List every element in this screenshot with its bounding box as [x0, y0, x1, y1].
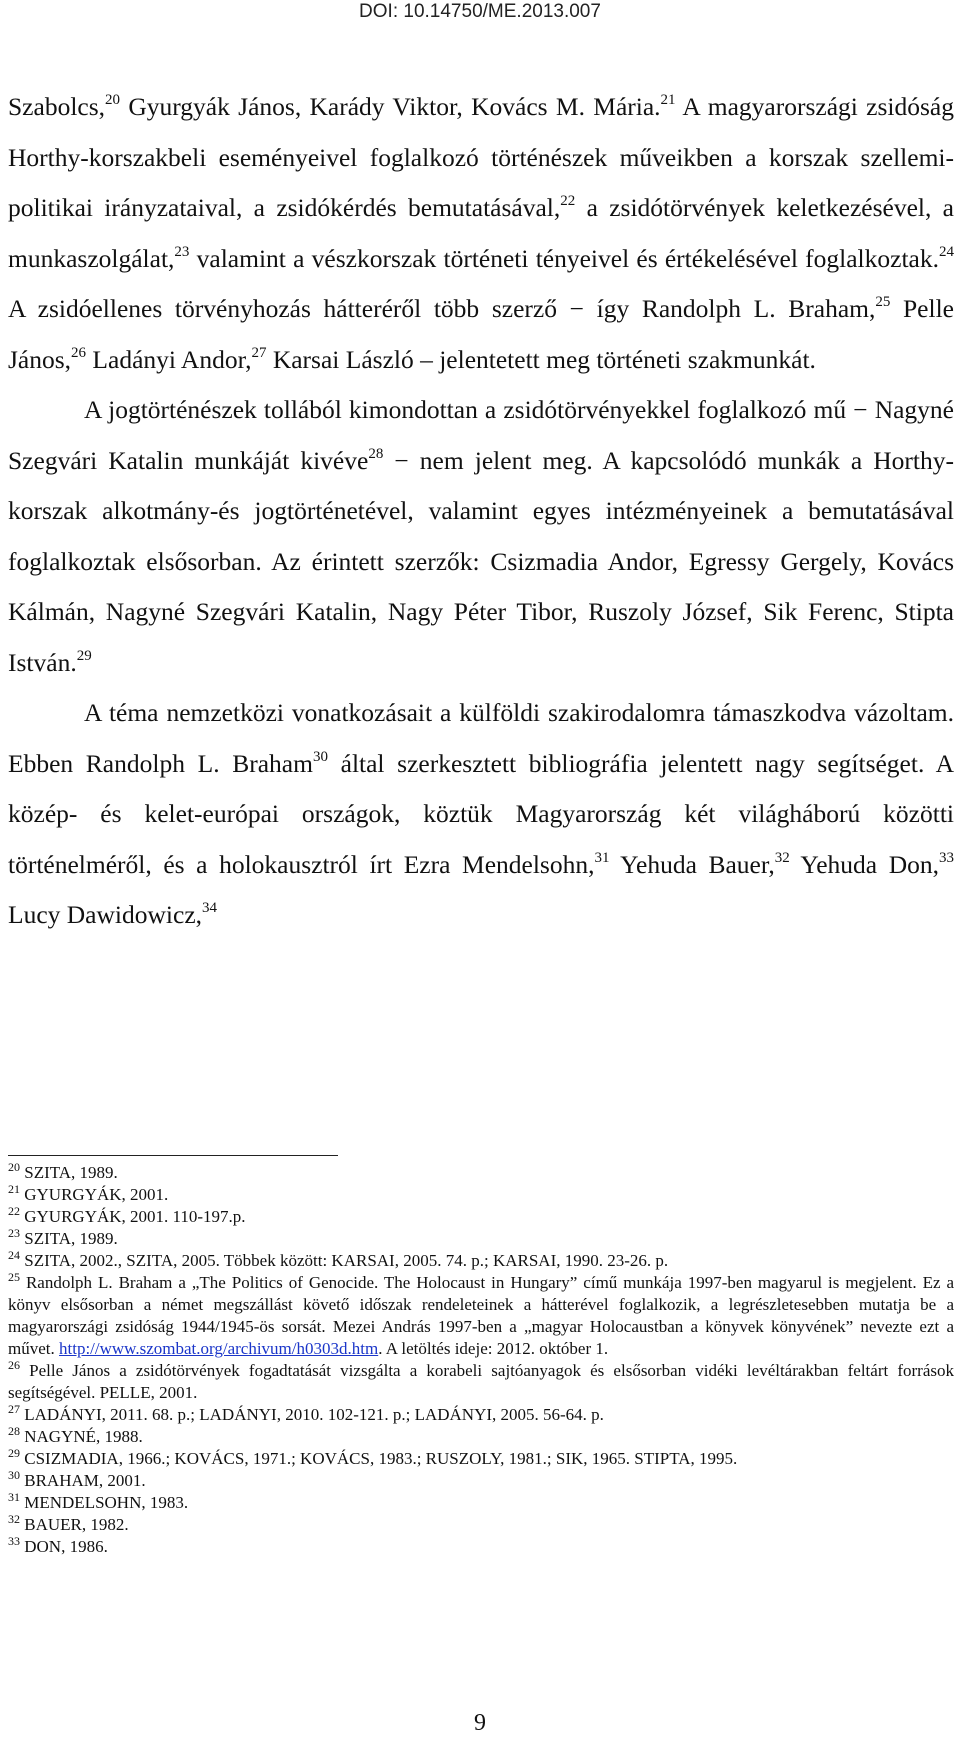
text-run: Ladányi Andor, — [86, 344, 252, 374]
footnote-text: . A letöltés ideje: 2012. október 1. — [378, 1339, 609, 1358]
paragraph-1 — [8, 82, 954, 385]
footnote-text: SZITA, 1989. — [20, 1163, 118, 1182]
text-run: Pelle János, — [8, 294, 954, 374]
text-run: Yehuda Bauer, — [609, 849, 775, 879]
footnote-separator — [8, 1155, 338, 1156]
text-run: A magyarországi zsidóság Horthy-korszakbeli eseményeivel foglalkozó történészek műveikben a korszak szellemi-politikai irányzataival, a zsidókérdés bemutatásával, — [8, 92, 954, 222]
footnote-ref-24[interactable]: 24 — [939, 243, 954, 260]
footnote-text: BRAHAM, 2001. — [20, 1471, 146, 1490]
footnote-number: 27 — [8, 1402, 20, 1416]
footnote-ref-30[interactable]: 30 — [312, 748, 328, 765]
footnote-text: Randolph L. Braham a „The Politics of Genocide. The Holocaust in Hungary” című munkája 1997-ben magyarul is megjelent. Ez a könyv elsősorban a német megszállást követő időszak rendeleteinek a hátterével foglalkozik, a legrészletesebben mutatja be a magyarországi zsidóság 1944/1945-ös sorsát. Mezei András 1997-ben a „magyar Holocaustban a könyvek könyvének” nevezte ezt a művet. — [8, 1273, 954, 1358]
footnote-22 — [8, 1206, 954, 1228]
main-text — [8, 82, 954, 941]
footnote-text: SZITA, 2002., SZITA, 2005. Többek között: KARSAI, 2005. 74. p.; KARSAI, 1990. 23-26. p. — [20, 1251, 669, 1270]
footnote-text: CSIZMADIA, 1966.; KOVÁCS, 1971.; KOVÁCS, 1983.; RUSZOLY, 1981.; SIK, 1965. STIPTA, 1995. — [20, 1449, 738, 1468]
footnote-text: GYURGYÁK, 2001. — [20, 1185, 169, 1204]
footnote-33 — [8, 1536, 954, 1558]
footnote-text: NAGYNÉ, 1988. — [20, 1427, 143, 1446]
footnote-number: 22 — [8, 1204, 20, 1218]
footnote-21 — [8, 1184, 954, 1206]
footnote-ref-34[interactable]: 34 — [202, 900, 218, 916]
text-run: Karsai László – jelentetett meg történeti szakmunkát. — [266, 344, 816, 374]
footnote-number: 31 — [8, 1490, 20, 1504]
text-run: a zsidótörvények keletkezésével, a munkaszolgálat, — [8, 193, 954, 273]
paragraph-3 — [8, 688, 954, 941]
doi-header: DOI: 10.14750/ME.2013.007 — [359, 1, 601, 22]
footnote-number: 29 — [8, 1446, 20, 1460]
footnote-ref-33[interactable]: 33 — [939, 849, 954, 866]
text-run: A téma nemzetközi vonatkozásait a külföldi szakirodalomra támaszkodva vázoltam. Ebben Randolph L. Braham — [8, 698, 954, 778]
footnote-number: 26 — [8, 1358, 20, 1372]
footnote-number: 24 — [8, 1248, 20, 1262]
footnote-ref-20[interactable]: 20 — [105, 92, 121, 108]
footnote-26 — [8, 1360, 954, 1404]
footnote-27 — [8, 1404, 954, 1426]
footnote-ref-29[interactable]: 29 — [76, 647, 92, 664]
footnote-20 — [8, 1162, 954, 1184]
text-run: által szerkesztett bibliográfia jelentett nagy segítséget. A közép- és kelet-európai országok, köztük Magyarország két világháború közötti történelméről, és a holokausztról írt Ezra Mendelsohn, — [8, 748, 955, 879]
text-run: Lucy Dawidowicz, — [8, 900, 203, 929]
footnote-text: SZITA, 1989. — [20, 1229, 118, 1248]
footnote-number: 30 — [8, 1468, 20, 1482]
page-number: 9 — [474, 1710, 486, 1736]
footnote-text: MENDELSOHN, 1983. — [20, 1493, 189, 1512]
footnote-30 — [8, 1470, 954, 1492]
footnote-text: LADÁNYI, 2011. 68. p.; LADÁNYI, 2010. 102-121. p.; LADÁNYI, 2005. 56-64. p. — [20, 1405, 604, 1424]
footnote-ref-23[interactable]: 23 — [174, 243, 190, 260]
footnote-25 — [8, 1272, 954, 1360]
footnote-28 — [8, 1426, 954, 1448]
archive-link[interactable]: http://www.szombat.org/archivum/h0303d.htm — [59, 1339, 379, 1358]
footnote-number: 28 — [8, 1424, 20, 1438]
footnote-24 — [8, 1250, 954, 1272]
footnote-32 — [8, 1514, 954, 1536]
footnote-text: GYURGYÁK, 2001. 110-197.p. — [20, 1207, 246, 1226]
text-run: valamint a vészkorszak történeti tényeivel és értékelésével foglalkoztak. — [189, 243, 939, 273]
text-run: A zsidóellenes törvényhozás hátteréről több szerző − így Randolph L. Braham, — [8, 294, 876, 323]
footnote-number: 20 — [8, 1160, 20, 1174]
footnote-ref-26[interactable]: 26 — [71, 344, 87, 361]
footnote-23 — [8, 1228, 954, 1250]
footnote-text: Pelle János a zsidótörvények fogadtatását vizsgálta a korabeli sajtóanyagok és elsősorban vidéki levéltárakban feltárt források segítségével. PELLE, 2001. — [8, 1361, 954, 1402]
footnote-ref-22[interactable]: 22 — [560, 193, 576, 209]
footnote-ref-32[interactable]: 32 — [774, 849, 790, 866]
footnote-31 — [8, 1492, 954, 1514]
text-run: Gyurgyák János, Karády Viktor, Kovács M. Mária. — [120, 92, 661, 121]
footnote-number: 33 — [8, 1534, 20, 1548]
footnote-ref-27[interactable]: 27 — [251, 344, 267, 361]
footnotes — [8, 1162, 954, 1558]
footnote-text: BAUER, 1982. — [20, 1515, 129, 1534]
footnote-ref-28[interactable]: 28 — [368, 445, 384, 462]
text-run: − nem jelent meg. A kapcsolódó munkák a Horthy-korszak alkotmány-és jogtörténetével, valamint egyes intézményeinek a bemutatásával foglalkoztak elsősorban. Az érintett szerzők: Csizmadia Andor, Egressy Gergely, Kovács Kálmán, Nagyné Szegvári Katalin, Nagy Péter Tibor, Ruszoly József, Sik Ferenc, Stipta István. — [8, 445, 954, 677]
footnote-ref-31[interactable]: 31 — [594, 849, 610, 866]
paragraph-2 — [8, 385, 954, 688]
text-run: A jogtörténészek tollából kimondottan a zsidótörvényekkel foglalkozó mű − Nagyné Szegvári Katalin munkáját kivéve — [8, 395, 954, 475]
footnote-ref-21[interactable]: 21 — [660, 92, 676, 108]
footnote-text: DON, 1986. — [20, 1537, 108, 1556]
text-run: Szabolcs, — [8, 92, 106, 121]
footnote-number: 23 — [8, 1226, 20, 1240]
footnote-29 — [8, 1448, 954, 1470]
footnote-ref-25[interactable]: 25 — [875, 294, 891, 310]
footnote-number: 21 — [8, 1182, 20, 1196]
footnote-number: 32 — [8, 1512, 20, 1526]
text-run: Yehuda Don, — [789, 849, 939, 879]
footnote-number: 25 — [8, 1270, 20, 1284]
